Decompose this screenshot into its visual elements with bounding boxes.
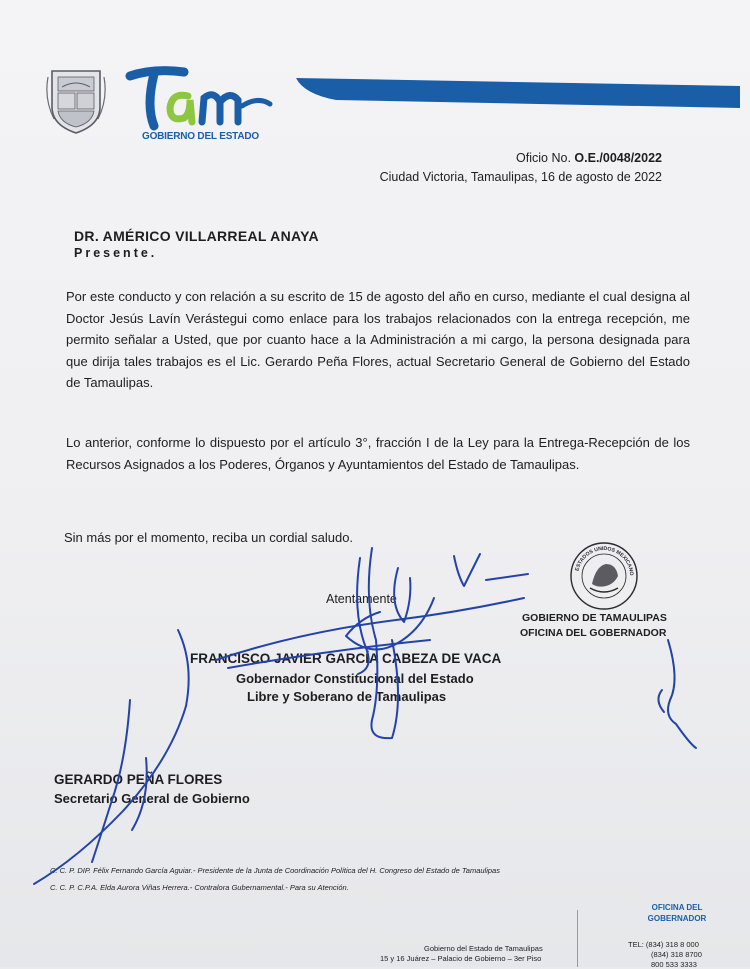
signer-title-2: Libre y Soberano de Tamaulipas <box>247 689 447 704</box>
place-date: Ciudad Victoria, Tamaulipas, 16 de agosto de 2022 <box>379 170 662 184</box>
footer-divider <box>577 910 578 967</box>
body-paragraph-1: Por este conducto y con relación a su escrito de 15 de agosto del año en curso, mediante el cual designa al Doctor Jesús Lavín Verástegui como enlace para los trabajos relacionados con la entrega recepción, me permito señalar a Usted, que por cuanto hace a la Administración a mi cargo, la persona designada para que dirija tales trabajos es el Lic. Gerardo Peña Flores, actual Secretario General de Gobierno del Estado de Tamaulipas. <box>66 289 690 390</box>
recipient-name: DR. AMÉRICO VILLARREAL ANAYA <box>74 228 319 244</box>
ccp-line-2: C. C. P. C.P.A. Elda Aurora Viñas Herrera.- Contralora Gubernamental.- Para su Atención. <box>50 883 349 892</box>
footer-office: OFICINA DEL GOBERNADOR <box>647 903 707 923</box>
governor-signature-stroke <box>369 548 398 738</box>
second-signer-title: Secretario General de Gobierno <box>54 791 250 806</box>
salutation: Presente. <box>74 246 158 260</box>
state-coat-of-arms-icon <box>44 63 108 135</box>
logo-subtitle: GOBIERNO DEL ESTADO <box>142 131 259 142</box>
signer-name: FRANCISCO JAVIER GARCÍA CABEZA DE VACA <box>190 651 502 666</box>
footer-tel-1: TEL: (834) 318 8 000 <box>628 940 699 949</box>
second-signer-name: GERARDO PEÑA FLORES <box>54 772 223 787</box>
governor-signature-stroke <box>486 574 528 580</box>
footer-address-1: Gobierno del Estado de Tamaulipas <box>424 944 543 953</box>
oficio-label: Oficio No. <box>516 151 571 165</box>
ccp-line-1: C. C. P. DIP. Félix Fernando García Aguiar.- Presidente de la Junta de Coordinación Política del H. Congreso del Estado de Tamaulipas <box>50 866 500 875</box>
oficio-number: O.E./0048/2022 <box>574 151 662 165</box>
stamp-arc-text: ESTADOS UNIDOS MEXICANO <box>574 545 635 576</box>
footer-tel-2: (834) 318 8700 <box>651 950 702 959</box>
signer-title: Gobernador Constitucional del Estado <box>236 671 474 686</box>
footer-address-2: 15 y 16 Juárez – Palacio de Gobierno – 3er Piso <box>380 954 542 963</box>
secretary-signature-stroke <box>34 630 189 884</box>
stamp-line-2: OFICINA DEL GOBERNADOR <box>520 627 667 639</box>
closing-line: Sin más por el momento, reciba un cordial saludo. <box>64 530 354 545</box>
stamp-initial-stroke <box>658 690 664 712</box>
stamp-line-1: GOBIERNO DE TAMAULIPAS <box>522 612 667 624</box>
body-paragraph-2: Lo anterior, conforme lo dispuesto por el artículo 3°, fracción I de la Ley para la Entrega-Recepción de los Recursos Asignados a los Poderes, Órganos y Ayuntamientos del Estado de Tamaulipas. <box>66 435 690 472</box>
stamp-initial-stroke <box>668 640 696 748</box>
official-stamp-seal-icon <box>568 540 640 612</box>
atentamente-label: Atentamente <box>326 592 397 606</box>
governor-signature-stroke <box>454 554 480 586</box>
header-accent-bar <box>296 76 740 110</box>
oficio-reference <box>516 151 662 165</box>
footer-tel-3: 800 533 3333 <box>651 960 697 969</box>
